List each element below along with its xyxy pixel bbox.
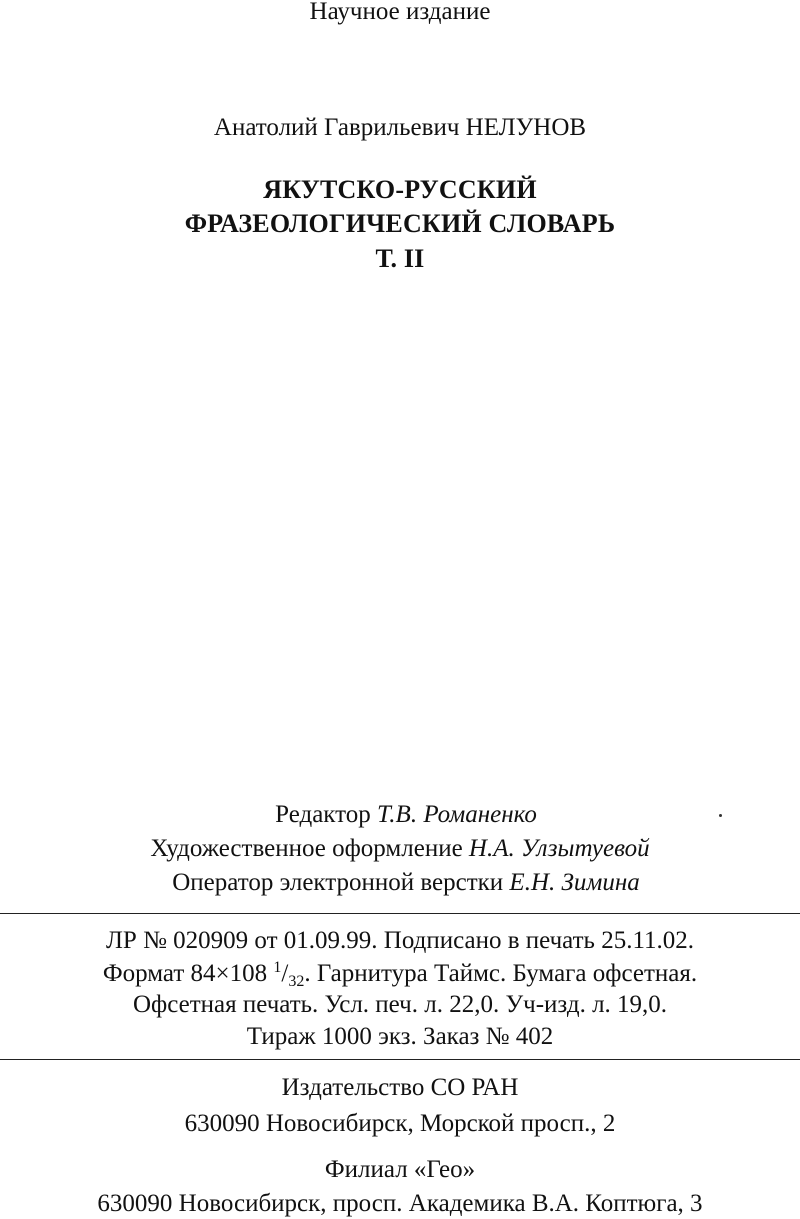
- format-prefix: Формат 84×108: [102, 960, 268, 987]
- imprint-line-3: Офсетная печать. Усл. печ. л. 22,0. Уч-изд. л. 19,0.: [132, 991, 668, 1018]
- imprint-line-1: ЛР № 020909 от 01.09.99. Подписано в печать 25.11.02.: [105, 927, 695, 954]
- branch-name: Филиал «Гео»: [324, 1156, 476, 1183]
- layout-credit: [6, 869, 800, 897]
- imprint-format-line: [0, 959, 800, 991]
- format-fraction-num: 1: [273, 959, 282, 976]
- author-name: Анатолий Гаврильевич НЕЛУНОВ: [213, 114, 587, 141]
- format-fraction-den: 32: [288, 973, 305, 990]
- publisher-address: 630090 Новосибирск, Морской просп., 2: [184, 1110, 616, 1137]
- title-line-1: ЯКУТСКО-РУССКИЙ: [263, 175, 537, 204]
- series-label: Научное издание: [309, 0, 491, 25]
- publisher-name: Издательство СО РАН: [281, 1074, 519, 1101]
- editor-credit: [6, 801, 800, 829]
- layout-name: Е.Н. Зимина: [509, 869, 640, 896]
- imprint-line-4: Тираж 1000 экз. Заказ № 402: [246, 1023, 554, 1050]
- branch-address: 630090 Новосибирск, просп. Академика В.А. Коптюга, 3: [97, 1190, 703, 1217]
- format-suffix: . Гарнитура Таймс. Бумага офсетная.: [304, 960, 698, 987]
- design-credit: [0, 835, 800, 863]
- volume-label: Т. II: [375, 244, 425, 273]
- divider-top: [0, 913, 800, 914]
- design-name: Н.А. Улзытуевой: [468, 835, 650, 862]
- format-fraction-slash: /: [281, 960, 289, 987]
- divider-bottom: [0, 1059, 800, 1060]
- editor-label: Редактор: [275, 801, 371, 828]
- editor-name: Т.В. Романенко: [376, 801, 537, 828]
- title-line-2: ФРАЗЕОЛОГИЧЕСКИЙ СЛОВАРЬ: [184, 209, 616, 238]
- design-label: Художественное оформление: [150, 835, 463, 862]
- layout-label: Оператор электронной верстки: [172, 869, 504, 896]
